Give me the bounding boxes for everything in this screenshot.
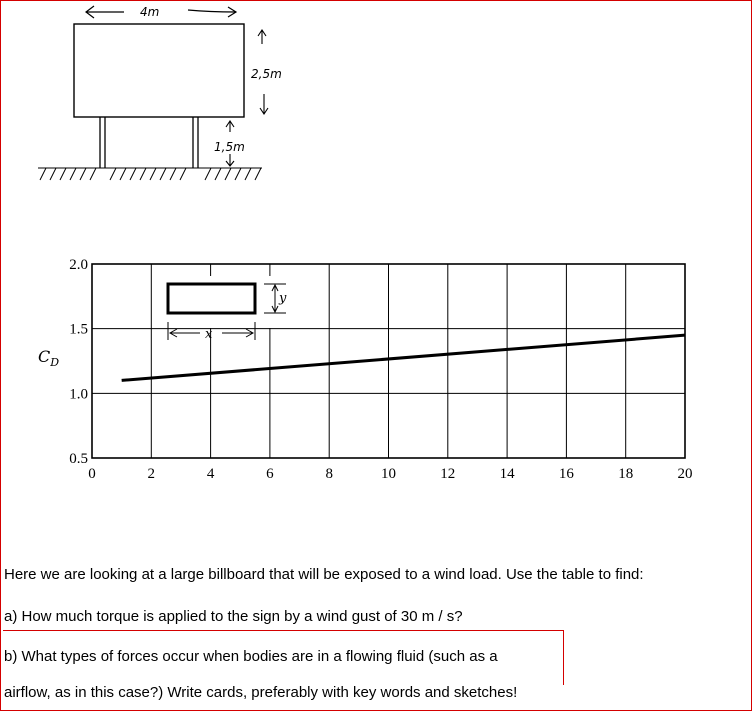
x-tick-label: 14 [499, 466, 515, 482]
x-tick-label: 12 [440, 466, 456, 482]
x-tick-label: 10 [381, 466, 396, 482]
y-axis-label-subscript: D [50, 356, 60, 369]
x-tick-label: 8 [325, 466, 333, 482]
y-tick-label: 1.5 [69, 321, 88, 338]
x-tick-label: 20 [677, 466, 693, 482]
sketch-clearance-label: 1,5m [214, 140, 245, 154]
question-part-b-line2: airflow, as in this case?) Write cards, preferably with key words and sketches! [4, 684, 518, 701]
question-intro: Here we are looking at a large billboard that will be exposed to a wind load. Use the table to find: [4, 566, 644, 583]
inset-width-label: x [205, 327, 213, 342]
x-tick-label: 0 [88, 466, 96, 482]
y-tick-label: 1.0 [69, 386, 88, 403]
x-tick-label: 4 [206, 466, 215, 482]
x-tick-label: 6 [266, 466, 274, 482]
y-axis-ticks [69, 257, 88, 467]
sketch-height-label: 2,5m [251, 67, 282, 81]
sketch-width-label: 4m [140, 5, 160, 19]
inset-height-label: y [279, 291, 287, 306]
x-tick-label: 2 [147, 466, 156, 482]
question-part-a: a) How much torque is applied to the sign by a wind gust of 30 m / s? [4, 608, 463, 625]
y-tick-label: 0.5 [69, 451, 88, 467]
plate-inset [160, 276, 292, 342]
x-axis-ticks [88, 466, 692, 482]
x-tick-label: 18 [618, 466, 634, 482]
x-tick-label: 16 [558, 466, 574, 482]
y-tick-label: 2.0 [69, 257, 88, 273]
y-axis-label: $C_D$ [38, 347, 60, 369]
question-part-b-line1: b) What types of forces occur when bodies are in a flowing fluid (such as a [4, 648, 498, 665]
